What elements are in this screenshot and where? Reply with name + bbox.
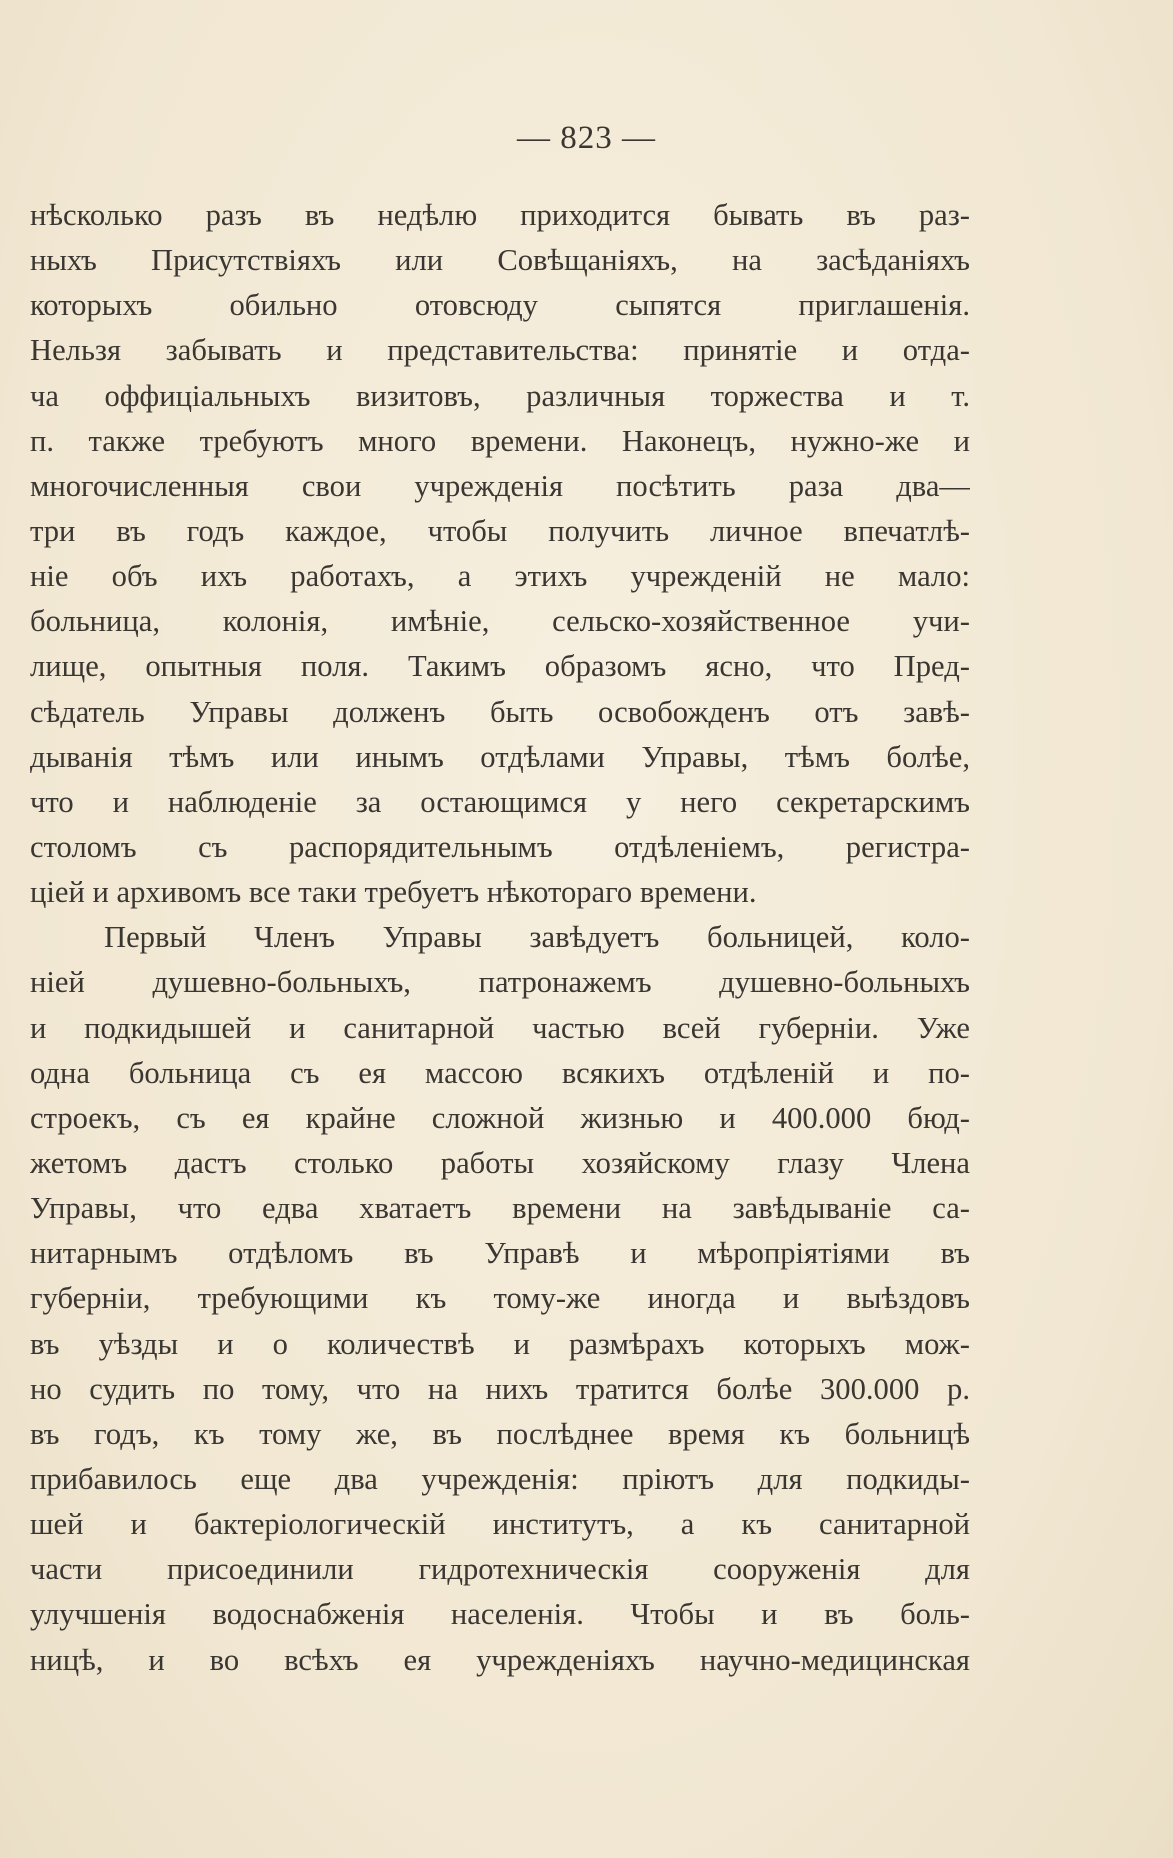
text-line: нитарнымъ отдѣломъ въ Управѣ и мѣропріятіями въ [30,1236,970,1271]
text-line: Нельзя забывать и представительства: принятіе и отда- [30,333,970,368]
text-line: одна больница съ ея массою всякихъ отдѣленій и по- [30,1055,970,1090]
text-line: въ уѣзды и о количествѣ и размѣрахъ которыхъ мож- [30,1326,970,1361]
text-line: прибавилось еще два учрежденія: пріютъ для подкиды- [30,1461,970,1496]
text-line: ча оффиціальныхъ визитовъ, различныя торжества и т. [30,378,970,413]
text-line: п. также требуютъ много времени. Наконецъ, нужно-же и [30,423,970,458]
body-text [30,193,970,1683]
text-line: лище, опытныя поля. Такимъ образомъ ясно, что Пред- [30,649,970,684]
text-line: губерніи, требующими къ тому-же иногда и выѣздовъ [30,1281,970,1316]
text-line: въ годъ, къ тому же, въ послѣднее время къ больницѣ [30,1416,970,1451]
text-line: строекъ, съ ея крайне сложной жизнью и 400.000 бюд- [30,1100,970,1135]
text-line: Управы, что едва хватаетъ времени на завѣдываніе са- [30,1191,970,1226]
text-line-paragraph-end: ціей и архивомъ все таки требуетъ нѣкотораго времени. [30,875,757,910]
text-line: и подкидышей и санитарной частью всей губерніи. Уже [30,1010,970,1045]
text-line: столомъ съ распорядительнымъ отдѣленіемъ, регистра- [30,829,970,864]
text-line: больница, колонія, имѣніе, сельско-хозяйственное учи- [30,604,970,639]
text-line: многочисленныя свои учрежденія посѣтить раза два— [30,468,970,503]
text-line: дыванія тѣмъ или инымъ отдѣлами Управы, тѣмъ болѣе, [30,739,970,774]
text-line: сѣдатель Управы долженъ быть освобожденъ отъ завѣ- [30,694,970,729]
page-number: — 823 — [517,120,656,156]
text-line: ницѣ, и во всѣхъ ея учрежденіяхъ научно-медицинская [30,1642,970,1677]
text-line: части присоединили гидротехническія сооруженія для [30,1552,970,1587]
text-line: улучшенія водоснабженія населенія. Чтобы и въ боль- [30,1597,970,1632]
text-line: ныхъ Присутствіяхъ или Совѣщаніяхъ, на засѣданіяхъ [30,243,970,278]
text-line: которыхъ обильно отовсюду сыпятся приглашенія. [30,288,970,323]
text-line: ніе объ ихъ работахъ, а этихъ учрежденій не мало: [30,559,970,594]
text-line: шей и бактеріологическій институтъ, а къ санитарной [30,1507,970,1542]
text-line: нѣсколько разъ въ недѣлю приходится бывать въ раз- [30,198,970,232]
text-line: три въ годъ каждое, чтобы получить личное впечатлѣ- [30,513,970,548]
text-line: но судить по тому, что на нихъ тратится болѣе 300.000 р. [30,1371,970,1406]
text-line: ніей душевно-больныхъ, патронажемъ душевно-больныхъ [30,965,970,1000]
text-line: что и наблюденіе за остающимся у него секретарскимъ [30,784,970,819]
text-line: жетомъ дастъ столько работы хозяйскому глазу Члена [30,1145,970,1180]
text-line-paragraph-start: Первый Членъ Управы завѣдуетъ больницей, коло- [104,920,970,955]
